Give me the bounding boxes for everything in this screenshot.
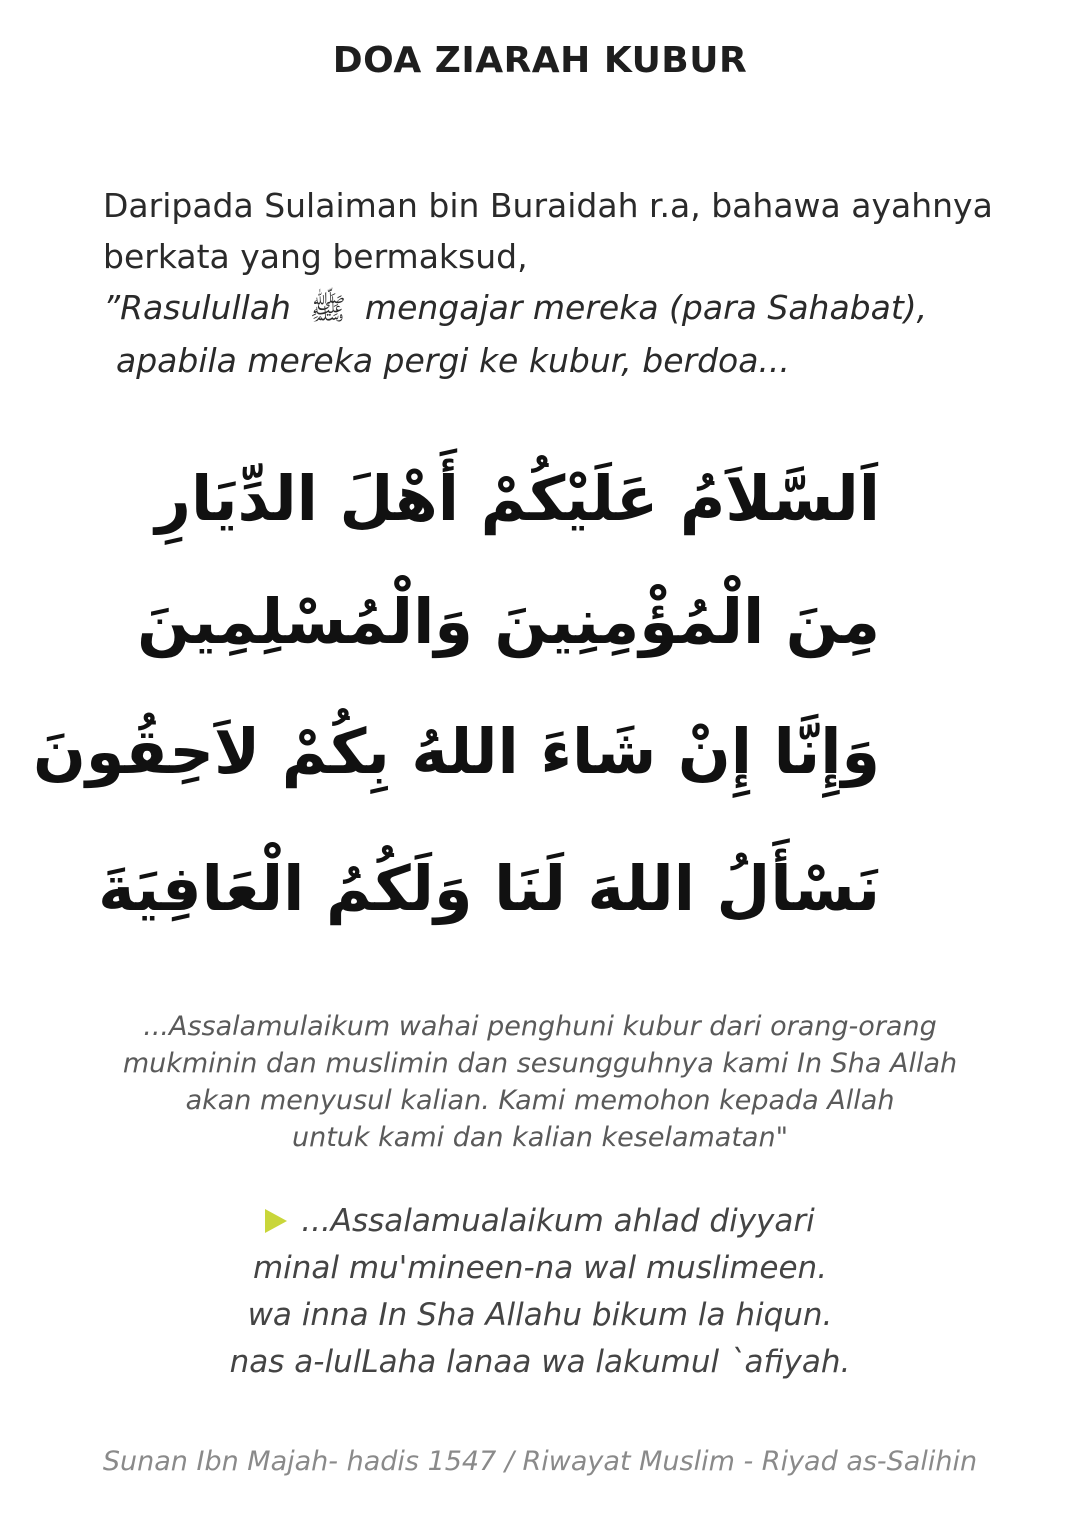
play-triangle-icon [265, 1209, 287, 1233]
intro-line-1: Daripada Sulaiman bin Buraidah r.a, bahawa ayahnya [103, 186, 993, 225]
sallallahu-alayhi-wasallam-icon: ﷺ [309, 292, 347, 327]
translit-line-1 [90, 1198, 990, 1245]
intro-line-3 [103, 282, 1003, 335]
translit-line-3: wa inna In Sha Allahu bikum la hiqun. [247, 1297, 833, 1333]
translit-text-1: ...Assalamualaikum ahlad diyyari [301, 1203, 815, 1239]
translation-line-1: ...Assalamulaikum wahai penghuni kubur dari orang-orang [143, 1011, 937, 1042]
arabic-line-2: مِنَ الْمُؤْمِنِينَ وَالْمُسْلِمِينَ [137, 585, 880, 658]
translit-line-2: minal mu'mineen-na wal muslimeen. [252, 1250, 828, 1286]
arabic-line-1: اَلسَّلاَمُ عَلَيْكُمْ أَهْلَ الدِّيَارِ [155, 462, 880, 535]
transliteration [90, 1198, 990, 1386]
translit-line-4: nas a-lulLaha lanaa wa lakumul `afiyah. [229, 1344, 851, 1380]
intro-mengajar: mengajar mereka (para Sahabat), [364, 288, 928, 327]
intro-line-4: apabila mereka pergi ke kubur, berdoa... [116, 341, 790, 380]
arabic-line-4: نَسْأَلُ اللهَ لَنَا وَلَكُمُ الْعَافِيَةَ [98, 852, 880, 925]
malay-translation [90, 1008, 990, 1156]
intro-paragraph [103, 180, 1003, 386]
translation-line-3: akan menyusul kalian. Kami memohon kepada Allah [185, 1085, 895, 1116]
page-title: DOA ZIARAH KUBUR [332, 40, 748, 81]
translation-line-2: mukminin dan muslimin dan sesungguhnya kami In Sha Allah [122, 1048, 958, 1079]
intro-rasulullah: ”Rasulullah [103, 288, 291, 327]
translation-line-4: untuk kami dan kalian keselamatan" [292, 1122, 788, 1153]
arabic-line-3: وَإِنَّا إِنْ شَاءَ اللهُ بِكُمْ لاَحِقُونَ [32, 715, 880, 788]
source-citation: Sunan Ibn Majah- hadis 1547 / Riwayat Muslim - Riyad as-Salihin [102, 1446, 978, 1477]
intro-line-2: berkata yang bermaksud, [103, 237, 528, 276]
